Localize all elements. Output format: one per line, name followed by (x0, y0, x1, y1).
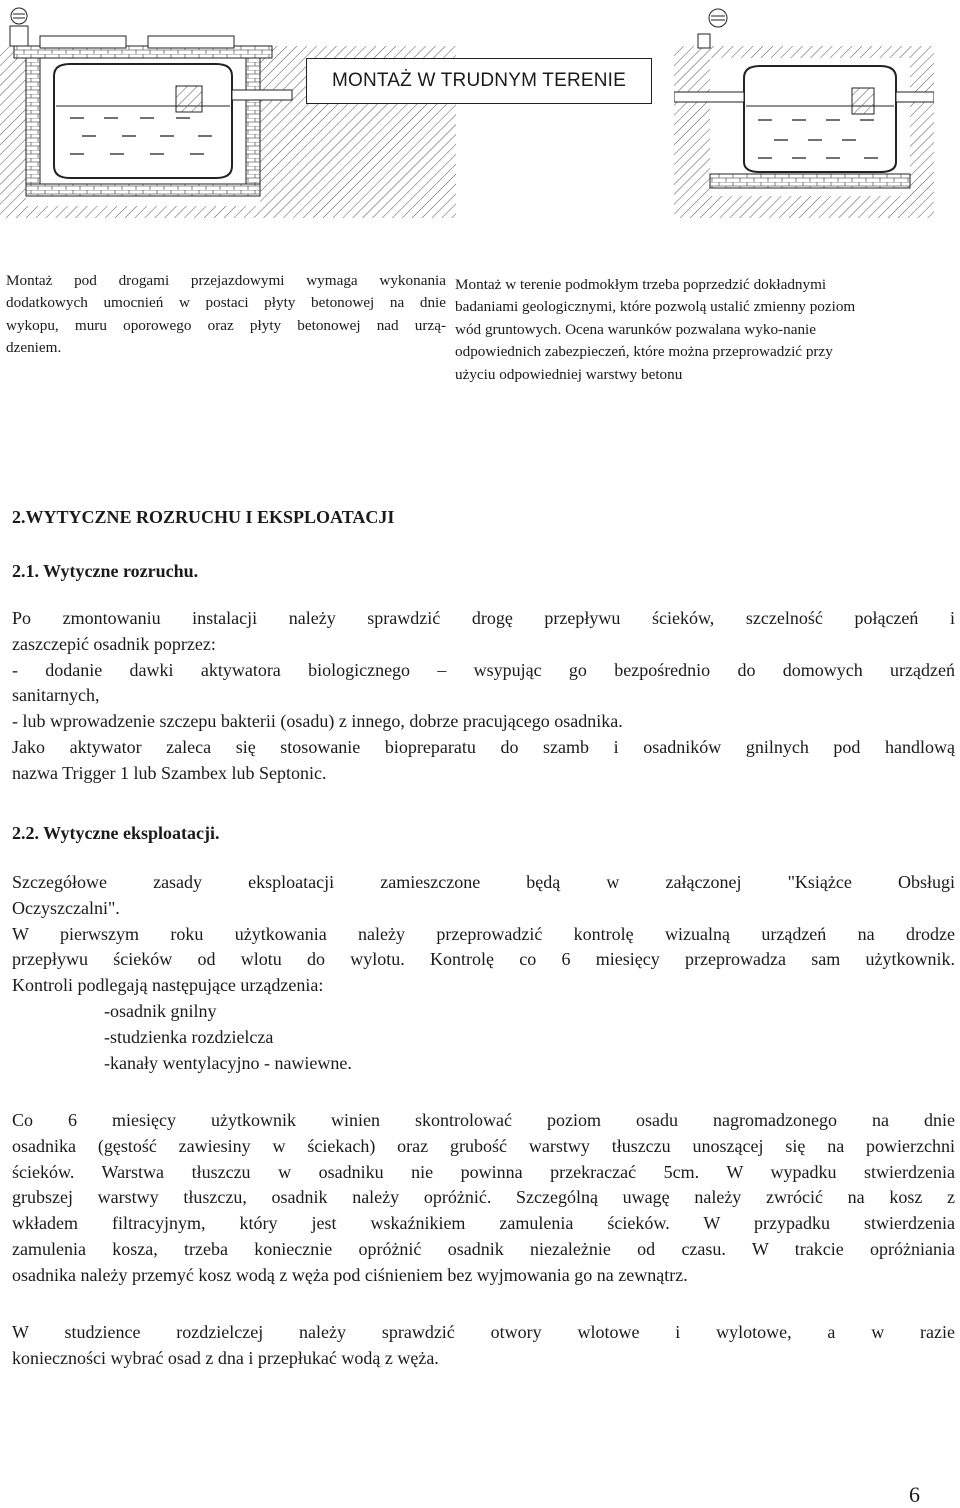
body-line: W studzience rozdzielczej należy sprawdzić otwory wlotowe i wylotowe, a w razie (12, 1322, 955, 1342)
body-line: sanitarnych, (12, 685, 100, 706)
caption-left-line: Montaż pod drogami przejazdowymi wymaga wykonania (6, 272, 446, 289)
section-heading: 2.WYTYCZNE ROZRUCHU I EKSPLOATACJI (12, 507, 395, 527)
body-line: grubszej warstwy tłuszczu, osadnik należy opróżnić. Szczególną uwagę należy zwrócić na kosz z (12, 1187, 955, 1208)
distribution-paragraph (12, 1320, 955, 1372)
startup-paragraph (12, 606, 955, 787)
figure-title-box (306, 58, 652, 104)
body-line: osadnika (gęstość zawiesiny w ściekach) oraz grubość warstwy tłuszczu unoszącej się na powierzchni (12, 1135, 955, 1156)
body-line: Kontroli podlegają następujące urządzenia: (12, 975, 324, 996)
page-number: 6 (909, 1482, 920, 1507)
road-installation-diagram (0, 6, 456, 218)
caption-left (6, 270, 446, 360)
body-line: Po zmontowaniu instalacji należy sprawdzić drogę przepływu ścieków, szczelność połączeń i (12, 608, 955, 628)
exploitation-paragraph (12, 870, 955, 1076)
wetland-installation-diagram (674, 6, 934, 218)
caption-right-line: użyciu odpowiedniej warstwy betonu (455, 365, 683, 383)
subsection-heading-exploitation: 2.2. Wytyczne eksploatacji. (12, 823, 220, 843)
list-item: -kanały wentylacyjno - nawiewne. (104, 1052, 352, 1073)
caption-left-line: dodatkowych umocnień w postaci płyty betonowej na dnie (6, 294, 446, 312)
body-line: osadnika należy przemyć kosz wodą z węża pod ciśnieniem bez wyjmowania go na zewnątrz. (12, 1264, 688, 1285)
body-line: nazwa Trigger 1 lub Szambex lub Septonic. (12, 762, 327, 783)
caption-right-line: odpowiednich zabezpieczeń, które można przeprowadzić przy (455, 343, 833, 361)
body-line: wkładem filtracyjnym, który jest wskaźnikiem zamulenia ścieków. W przypadku stwierdzenia (12, 1213, 955, 1234)
maintenance-paragraph (12, 1108, 955, 1289)
body-line: Szczegółowe zasady eksploatacji zamieszczone będą w załączonej "Książce Obsługi (12, 872, 955, 892)
body-line: - lub wprowadzenie szczepu bakterii (osadu) z innego, dobrze pracującego osadnika. (12, 711, 623, 732)
caption-right-line: Montaż w terenie podmokłym trzeba poprzedzić dokładnymi (455, 276, 827, 293)
body-line: Jako aktywator zaleca się stosowanie biopreparatu do szamb i osadników gnilnych pod handlową (12, 736, 955, 757)
body-line: przepływu ścieków od wlotu do wylotu. Kontrolę co 6 miesięcy przeprowadza sam użytkownik. (12, 949, 955, 970)
caption-right-line: badaniami geologicznymi, które pozwolą ustalić zmienny poziom (455, 298, 856, 316)
caption-right (455, 274, 955, 386)
body-line: - dodanie dawki aktywatora biologicznego – wsypując go bezpośrednio do domowych urządzeń (12, 659, 955, 680)
body-line: Co 6 miesięcy użytkownik winien skontrolować poziom osadu nagromadzonego na dnie (12, 1110, 955, 1130)
caption-right-line: wód gruntowych. Ocena warunków pozwalana wyko-nanie (455, 320, 817, 338)
body-line: W pierwszym roku użytkowania należy przeprowadzić kontrolę wizualną urządzeń na drodze (12, 923, 955, 944)
figure-title: MONTAŻ W TRUDNYM TERENIE (331, 70, 627, 91)
body-line: konieczności wybrać osad z dna i przepłukać wodą z węża. (12, 1347, 439, 1368)
caption-left-line: dzeniem. (6, 339, 62, 357)
caption-left-line: wykopu, muru oporowego oraz płyty betonowej nad urzą- (6, 316, 446, 334)
list-item: -osadnik gnilny (104, 1000, 217, 1021)
body-line: zamulenia kosza, trzeba koniecznie opróżnić osadnik niezależnie od czasu. W trakcie opróżniania (12, 1238, 955, 1259)
body-line: ścieków. Warstwa tłuszczu w osadniku nie powinna przekraczać 5cm. W wypadku stwierdzenia (12, 1161, 955, 1182)
body-line: zaszczepić osadnik poprzez: (12, 633, 216, 654)
list-item: -studzienka rozdzielcza (104, 1026, 274, 1047)
body-line: Oczyszczalni". (12, 897, 120, 918)
subsection-heading-startup: 2.1. Wytyczne rozruchu. (12, 561, 199, 581)
